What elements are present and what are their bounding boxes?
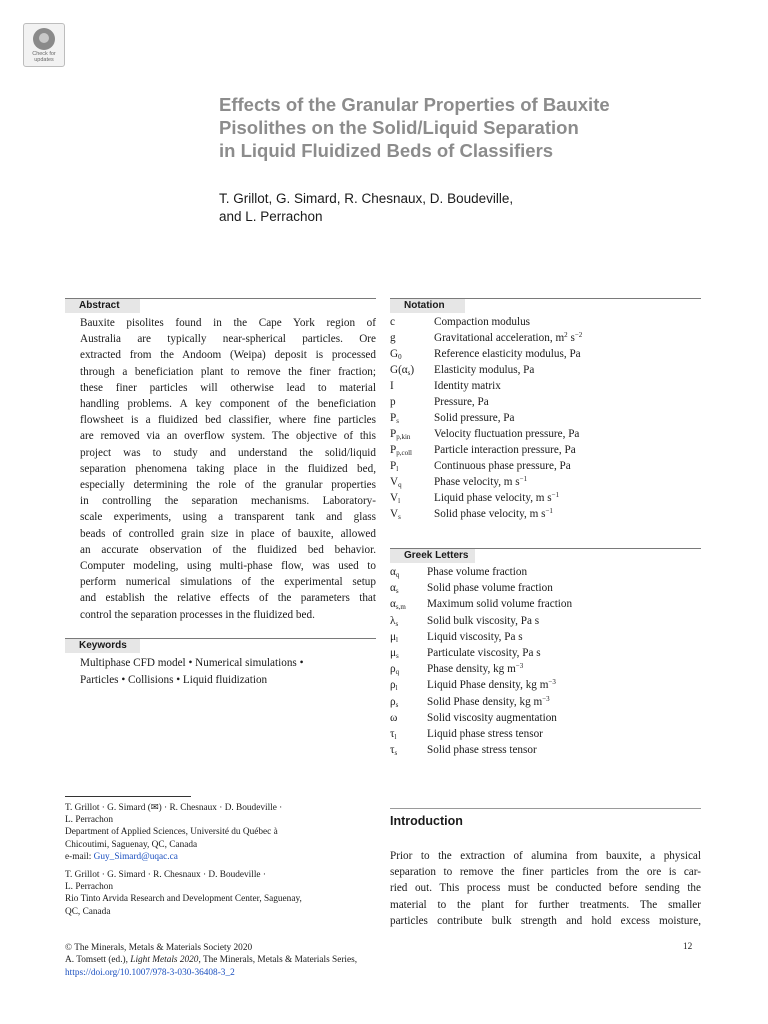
symbol-subscript: s <box>394 749 398 758</box>
symbol-description <box>434 426 579 442</box>
keywords-line-2: Particles • Collisions • Liquid fluidization <box>80 674 268 686</box>
greek-heading: Greek Letters <box>390 549 475 563</box>
symbol-subscript: s <box>396 651 399 660</box>
symbol-base: τ <box>390 727 395 740</box>
introduction-line: material to the plant for further treatments. The smaller <box>390 898 701 911</box>
unit-exponent: −1 <box>519 475 528 483</box>
abstract-line: especially determining the role of the granular properties <box>80 479 376 492</box>
introduction-heading: Introduction <box>390 814 463 828</box>
symbol-subscript: s <box>395 619 399 628</box>
symbol-base: P <box>390 428 397 440</box>
description-text: Phase density, kg m <box>427 663 516 676</box>
description-text: Gravitational acceleration, m <box>434 332 565 344</box>
description-text: Continuous phase pressure, Pa <box>434 460 571 472</box>
symbol <box>390 410 434 426</box>
symbol-subscript: s <box>396 417 399 425</box>
symbol <box>390 330 434 346</box>
symbol-subscript: s <box>407 369 411 377</box>
symbol-base: μ <box>390 630 396 643</box>
unit-exponent: −3 <box>515 662 524 671</box>
description-text: Particle interaction pressure, Pa <box>434 444 576 456</box>
symbol-subscript: l <box>396 465 399 473</box>
symbol <box>390 742 427 758</box>
greek-row <box>390 661 700 677</box>
greek-row <box>390 629 700 645</box>
abstract-line: flowsheet is a fluidized bed classifier, where fine particles <box>80 414 376 427</box>
description-text: Liquid phase stress tensor <box>427 727 543 740</box>
symbol-subscript: q <box>395 571 400 579</box>
notation-row <box>390 378 700 394</box>
symbol <box>390 506 434 522</box>
title-line-3: in Liquid Fluidized Beds of Classifiers <box>219 140 554 161</box>
description-text: Solid phase stress tensor <box>427 744 537 757</box>
symbol <box>390 710 427 726</box>
symbol-description <box>434 362 534 378</box>
symbol-description <box>434 490 559 506</box>
email-label: e-mail: <box>65 851 94 862</box>
symbol-base: α <box>390 598 396 611</box>
symbol-subscript: s <box>398 513 401 521</box>
unit-exponent: −3 <box>542 694 550 703</box>
affiliations <box>65 802 365 924</box>
symbol <box>390 474 434 490</box>
notation-row <box>390 474 700 490</box>
abstract-line: extracted from the Andoom (Weipa) deposit is processed <box>80 349 376 362</box>
symbol <box>390 314 434 330</box>
description-text: Compaction modulus <box>434 316 531 328</box>
symbol-description <box>434 394 489 410</box>
abstract-line: an accurate observation of the fluidized bed behavior. <box>80 543 376 556</box>
symbol-description <box>427 564 527 580</box>
symbol-description <box>427 726 543 742</box>
abstract-line: handling problems. A key component of the beneficiation <box>80 398 376 411</box>
notation-row <box>390 346 700 362</box>
symbol-subscript: 0 <box>398 353 402 361</box>
symbol-subscript: q <box>398 481 402 489</box>
greek-row <box>390 742 700 758</box>
symbol-base: ω <box>390 711 398 724</box>
symbol-subscript: l <box>396 635 398 644</box>
description-text: Solid bulk viscosity, Pa s <box>427 614 540 627</box>
affil1-line-4: Chicoutimi, Saguenay, QC, Canada <box>65 839 198 850</box>
affil1-line-3: Department of Applied Sciences, Université du Québec à <box>65 827 278 838</box>
symbol <box>390 629 427 645</box>
symbol-description <box>427 580 553 596</box>
citation-line <box>65 954 625 966</box>
symbol <box>390 564 427 580</box>
description-text: Pressure, Pa <box>434 396 489 408</box>
symbol <box>390 613 427 629</box>
symbol-base: α <box>390 582 396 595</box>
symbol-description <box>434 314 530 330</box>
greek-row <box>390 677 700 693</box>
keywords-line-1: Multiphase CFD model • Numerical simulations • <box>80 657 304 669</box>
greek-row <box>390 645 700 661</box>
citation-editor: A. Tomsett (ed.), <box>65 955 131 966</box>
notation-row <box>390 490 700 506</box>
symbol-base: τ <box>390 744 395 757</box>
symbol <box>390 362 434 378</box>
unit-exponent: −2 <box>574 331 583 339</box>
email-link[interactable]: Guy_Simard@uqac.ca <box>93 851 178 862</box>
unit-exponent: −3 <box>548 678 556 687</box>
symbol-description: Gravitational acceleration, $m^2$ $s^{-2}$ <box>434 331 583 344</box>
description-text: Solid phase volume fraction <box>427 582 553 595</box>
greek-row <box>390 580 700 596</box>
abstract-line: in controlling the separation mechanisms. Laboratory- <box>80 495 376 508</box>
author-list <box>219 190 619 226</box>
abstract-line: Bauxite pisolites found in the Cape York region of <box>80 317 376 329</box>
description-text: Identity matrix <box>434 380 501 392</box>
symbol <box>390 378 434 394</box>
abstract-line: and establish the relative effects of the parameters that <box>80 592 376 605</box>
abstract-heading: Abstract <box>65 299 140 313</box>
description-text: Elasticity modulus, Pa <box>434 364 535 376</box>
symbol-base: P <box>390 460 397 472</box>
symbol-subscript: s <box>395 700 399 709</box>
symbol-description <box>427 742 537 758</box>
page-number: 12 <box>683 942 693 952</box>
symbol-description <box>427 613 539 629</box>
symbol <box>390 490 434 506</box>
greek-row <box>390 564 700 580</box>
introduction-line: particles contribute bulk strength and hold excess moisture, <box>390 914 701 927</box>
symbol <box>390 426 434 442</box>
doi-link[interactable]: https://doi.org/10.1007/978-3-030-36408-3_2 <box>65 967 235 978</box>
authors-line-2: and L. Perrachon <box>219 209 323 224</box>
symbol <box>390 442 434 458</box>
symbol <box>390 726 427 742</box>
symbol-base: p <box>390 396 396 408</box>
affiliation-block-2 <box>65 869 365 918</box>
keywords-heading: Keywords <box>65 639 140 653</box>
abstract-line: these finer particles will otherwise lead to material <box>80 381 376 394</box>
abstract-line: scale experiments, using a transparent tank and glass <box>80 511 376 524</box>
abstract-line: Australia are typically near-spherical particles. Ore <box>80 333 376 346</box>
symbol-description <box>434 346 581 362</box>
symbol-subscript: l <box>398 497 401 505</box>
description-text: Phase velocity, m s <box>434 476 520 488</box>
abstract-body <box>80 315 376 623</box>
description-text: Maximum solid volume fraction <box>427 598 573 611</box>
description-text: Particulate viscosity, Pa s <box>427 646 541 659</box>
notation-row <box>390 442 700 458</box>
symbol-description <box>434 506 553 522</box>
symbol-description <box>434 442 576 458</box>
citation-book-title: Light Metals 2020 <box>130 955 199 966</box>
description-text: Liquid phase velocity, m s <box>434 492 552 504</box>
description-text: Solid Phase density, kg m <box>427 695 543 708</box>
symbol-description <box>427 596 572 612</box>
abstract-line: control the separation processes in the fluidized bed. <box>80 608 315 621</box>
symbol-description <box>427 661 523 677</box>
symbol-base: g <box>390 332 396 344</box>
keywords-list <box>80 655 376 689</box>
symbol-base: V <box>390 508 399 520</box>
greek-row <box>390 613 700 629</box>
abstract-line: beads of controlled grain size in place of bauxite, allowed <box>80 527 376 540</box>
unit-exponent: −1 <box>545 507 553 515</box>
affil2-line-2: L. Perrachon <box>65 882 114 893</box>
symbol <box>390 346 434 362</box>
symbol-base: G(α <box>390 364 408 376</box>
symbol <box>390 458 434 474</box>
abstract-line: separation phenomena taking place in the fluidized bed, <box>80 462 376 475</box>
unit-exponent: −1 <box>551 491 560 499</box>
symbol-description <box>427 677 556 693</box>
notation-table <box>390 314 700 522</box>
abstract-line: Computer modeling, using multi-phase flow, was used to <box>80 560 376 573</box>
paper-title <box>219 93 689 162</box>
notation-row <box>390 314 700 330</box>
affil1-email-row <box>65 851 365 863</box>
symbol-close-paren: ) <box>410 364 415 376</box>
symbol-subscript: s <box>395 587 399 596</box>
symbol-description <box>427 694 550 710</box>
affil2-line-1: T. Grillot · G. Simard · R. Chesnaux · D. Boudeville · <box>65 870 266 881</box>
authors-line-1: T. Grillot, G. Simard, R. Chesnaux, D. Boudeville, <box>219 191 514 206</box>
symbol-base: P <box>390 412 397 424</box>
symbol <box>390 580 427 596</box>
symbol-description <box>434 378 501 394</box>
greek-row <box>390 596 700 612</box>
greek-letters-table <box>390 564 700 758</box>
symbol-base: I <box>390 380 394 392</box>
description-text: Velocity fluctuation pressure, Pa <box>434 428 580 440</box>
symbol-subscript: s,m <box>395 603 406 612</box>
abstract-line: are removed via an overflow system. The objective of this <box>80 430 376 443</box>
symbol-base: c <box>390 316 395 328</box>
notation-row <box>390 362 700 378</box>
symbol <box>390 645 427 661</box>
update-icon <box>33 28 55 50</box>
notation-row <box>390 394 700 410</box>
description-text: Solid viscosity augmentation <box>427 711 557 724</box>
symbol-subscript: p,kin <box>396 433 411 441</box>
symbol-base: α <box>390 566 396 578</box>
footnote-rule <box>65 796 191 797</box>
description-text: Solid phase velocity, m s <box>434 508 546 520</box>
abstract-line: perform numerical simulations of the experimental setup <box>80 576 376 589</box>
introduction-line: separation to remove the finer particles from the ore is car- <box>390 866 701 879</box>
badge-text-line2: updates <box>34 57 54 63</box>
symbol-description <box>434 474 527 490</box>
title-line-1: Effects of the Granular Properties of Bauxite <box>219 94 610 115</box>
symbol-description <box>427 629 523 645</box>
symbol-description <box>427 645 541 661</box>
greek-row <box>390 710 700 726</box>
symbol-base: μ <box>390 646 396 659</box>
symbol-base: G <box>390 348 399 360</box>
affiliation-block-1 <box>65 802 365 863</box>
affil2-line-4: QC, Canada <box>65 906 111 917</box>
introduction-rule <box>390 808 701 809</box>
abstract-line: project was to study and understand the solid/liquid <box>80 446 376 459</box>
notation-row <box>390 330 700 346</box>
introduction-line: Prior to the extraction of alumina from bauxite, a physical <box>390 850 701 862</box>
description-text: Reference elasticity modulus, Pa <box>434 348 581 360</box>
symbol-base: ρ <box>390 695 396 708</box>
symbol <box>390 596 427 612</box>
title-line-2: Pisolithes on the Solid/Liquid Separation <box>219 117 579 138</box>
symbol-subscript: q <box>395 668 400 677</box>
symbol-base: ρ <box>390 679 396 692</box>
check-for-updates-badge[interactable] <box>23 23 65 67</box>
introduction-body <box>390 848 701 929</box>
symbol-subscript: p,coll <box>396 449 412 457</box>
symbol-description <box>434 458 571 474</box>
symbol-base: V <box>390 492 399 504</box>
symbol <box>390 694 427 710</box>
notation-row <box>390 458 700 474</box>
abstract-line: through a beneficiation plant to remove the finer fraction; <box>80 365 376 378</box>
affil1-line-2: L. Perrachon <box>65 815 114 826</box>
introduction-line: ried out. This process must be conducted before sending the <box>390 882 701 895</box>
citation-series: , The Minerals, Metals & Materials Series, <box>198 955 358 966</box>
page-footer <box>65 942 625 979</box>
notation-heading: Notation <box>390 299 465 313</box>
badge-text-line1: Check for <box>32 51 56 57</box>
notation-row <box>390 410 700 426</box>
unit-exponent: 2 <box>564 331 568 339</box>
symbol-base: P <box>390 444 397 456</box>
description-text: Liquid Phase density, kg m <box>427 679 549 692</box>
copyright-line: © The Minerals, Metals & Materials Society 2020 <box>65 943 253 953</box>
symbol-description <box>427 710 557 726</box>
description-text: Phase volume fraction <box>427 566 528 578</box>
symbol <box>390 661 427 677</box>
symbol-subscript: l <box>394 732 397 741</box>
symbol <box>390 677 427 693</box>
greek-row <box>390 726 700 742</box>
description-text: Solid pressure, Pa <box>434 412 515 424</box>
affil1-line-1: T. Grillot · G. Simard (✉) · R. Chesnaux · D. Boudeville · <box>65 803 283 813</box>
symbol <box>390 394 434 410</box>
symbol-base: ρ <box>390 663 396 676</box>
description-text: Liquid viscosity, Pa s <box>427 630 523 643</box>
symbol-description <box>434 410 514 426</box>
symbol-subscript: l <box>395 684 398 693</box>
affil2-line-3: Rio Tinto Arvida Research and Development Center, Saguenay, <box>65 894 302 905</box>
greek-row <box>390 694 700 710</box>
notation-row <box>390 506 700 522</box>
notation-row <box>390 426 700 442</box>
symbol-base: V <box>390 476 399 488</box>
symbol-base: λ <box>390 614 396 627</box>
